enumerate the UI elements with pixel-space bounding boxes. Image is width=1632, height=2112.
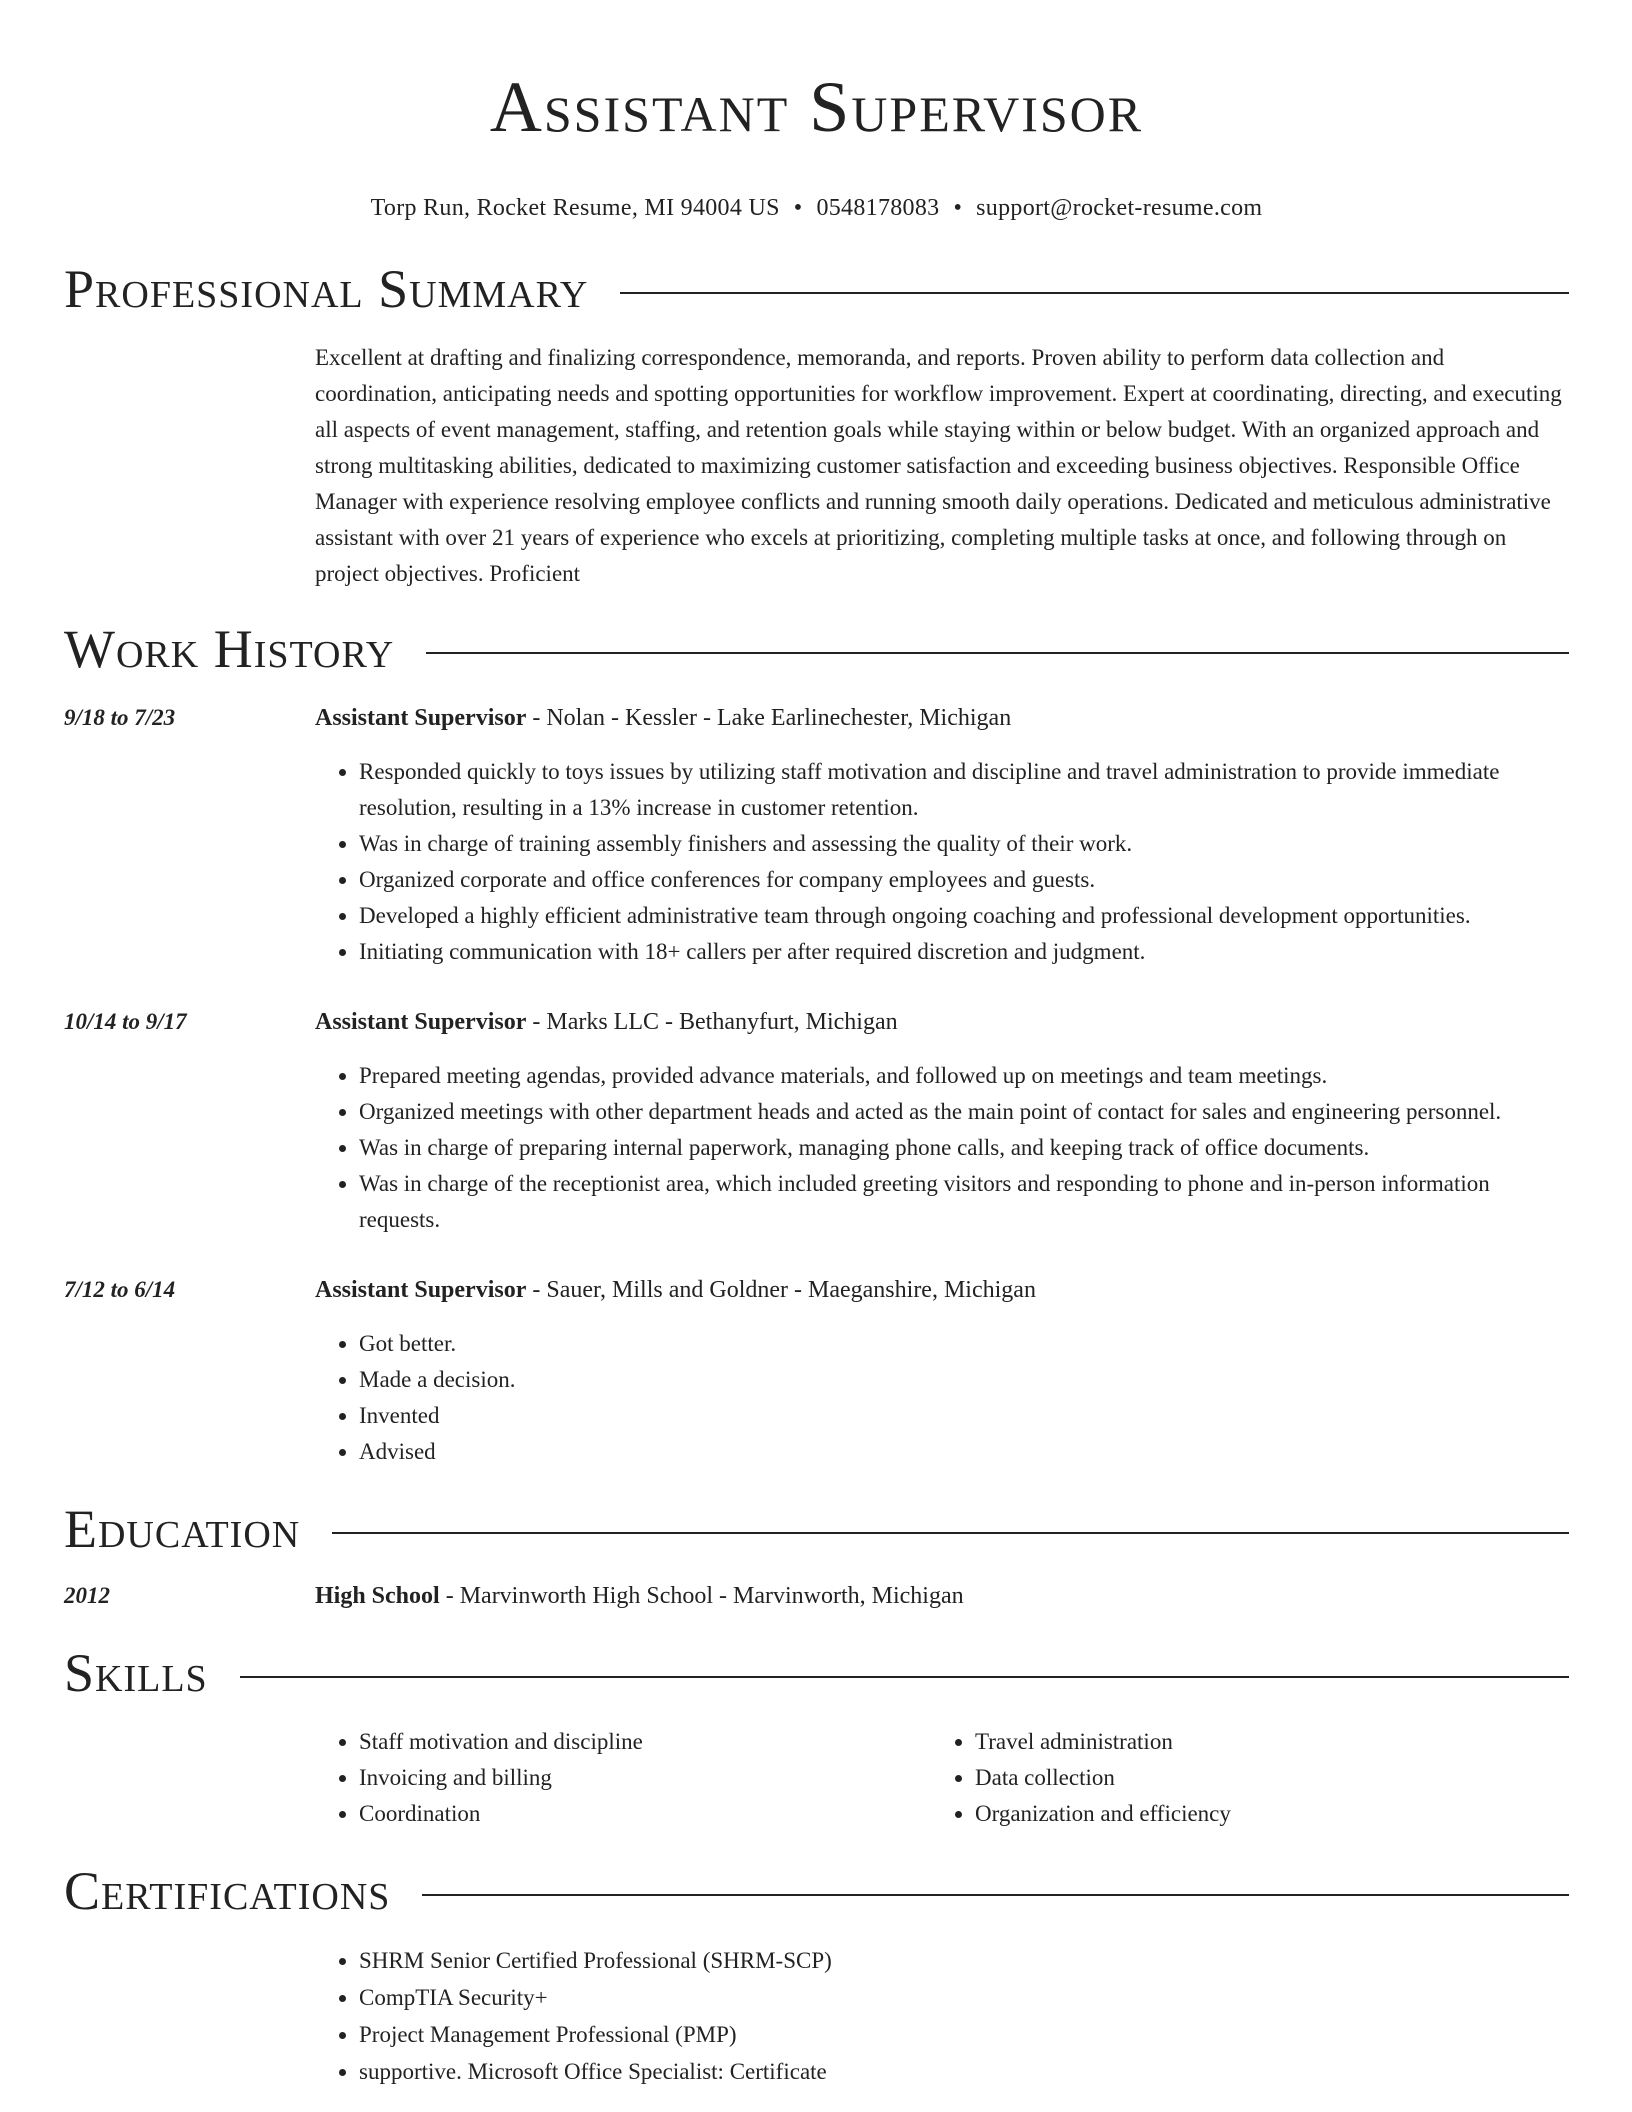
certification-item: • Project Management Professional (PMP) xyxy=(359,2016,1569,2053)
skills-list xyxy=(315,1724,1569,1832)
certifications-section-header xyxy=(64,1860,1569,1922)
job-title: Assistant Supervisor xyxy=(315,1009,527,1035)
certification-item: • CompTIA Security+ xyxy=(359,1979,1569,2016)
skill-item: • Staff motivation and discipline xyxy=(359,1724,931,1760)
section-divider xyxy=(332,1532,1569,1534)
work-section-header xyxy=(64,618,1569,680)
contact-line xyxy=(64,192,1569,224)
list-item: • Advised xyxy=(359,1434,1569,1470)
list-item: • Organized corporate and office conferences for company employees and guests. xyxy=(359,862,1569,898)
skills-column-left xyxy=(315,1724,931,1832)
job-entry xyxy=(64,1004,1569,1238)
job-entry xyxy=(64,700,1569,970)
list-item: • Was in charge of training assembly finishers and assessing the quality of their work. xyxy=(359,826,1569,862)
list-item: • Made a decision. xyxy=(359,1362,1569,1398)
list-item: • Responded quickly to toys issues by utilizing staff motivation and discipline and travel administration to provide immediate resolution, resulting in a 13% increase in customer retention. xyxy=(359,754,1569,826)
section-divider xyxy=(426,652,1569,654)
list-item: • Was in charge of the receptionist area, which included greeting visitors and responding to phone and in-person information requests. xyxy=(359,1166,1569,1238)
contact-phone: 0548178083 xyxy=(816,195,940,221)
list-item: • Got better. xyxy=(359,1326,1569,1362)
education-section-header xyxy=(64,1498,1569,1560)
skill-item: • Organization and efficiency xyxy=(975,1796,1547,1832)
list-item: • Invented xyxy=(359,1398,1569,1434)
contact-separator: • xyxy=(953,195,963,221)
job-title: Assistant Supervisor xyxy=(315,705,527,731)
certifications-list xyxy=(315,1942,1569,2090)
resume-name: Assistant Supervisor xyxy=(489,67,1144,147)
list-item: • Prepared meeting agendas, provided advance materials, and followed up on meetings and team meetings. xyxy=(359,1058,1569,1094)
summary-heading: Professional Summary xyxy=(64,259,589,319)
education-degree: High School xyxy=(315,1583,440,1609)
contact-separator: • xyxy=(793,195,803,221)
job-bullets xyxy=(315,754,1569,970)
job-dates: 9/18 to 7/23 xyxy=(64,705,176,730)
job-details: - Marks LLC - Bethanyfurt, Michigan xyxy=(526,1009,898,1035)
job-bullets xyxy=(315,1326,1569,1470)
education-details: - Marvinworth High School - Marvinworth, Michigan xyxy=(439,1583,964,1609)
skill-item: • Invoicing and billing xyxy=(359,1760,931,1796)
job-details: - Sauer, Mills and Goldner - Maeganshire, Michigan xyxy=(526,1277,1036,1303)
job-title-line xyxy=(315,1272,1569,1308)
summary-section-header xyxy=(64,258,1569,320)
certifications-heading: Certifications xyxy=(64,1861,391,1921)
list-item: • Initiating communication with 18+ callers per after required discretion and judgment. xyxy=(359,934,1569,970)
list-item: • Organized meetings with other department heads and acted as the main point of contact for sales and engineering personnel. xyxy=(359,1094,1569,1130)
section-divider xyxy=(620,292,1569,294)
certifications-bullets xyxy=(315,1942,1569,2090)
job-dates: 10/14 to 9/17 xyxy=(64,1009,187,1034)
work-heading: Work History xyxy=(64,619,395,679)
certification-item: • supportive. Microsoft Office Specialist: Certificate xyxy=(359,2053,1569,2090)
education-line xyxy=(315,1578,1569,1614)
list-item: • Developed a highly efficient administrative team through ongoing coaching and professional development opportunities. xyxy=(359,898,1569,934)
skills-section-header xyxy=(64,1642,1569,1704)
section-divider xyxy=(240,1676,1569,1678)
education-date: 2012 xyxy=(64,1583,110,1608)
skill-item: • Data collection xyxy=(975,1760,1547,1796)
list-item: • Was in charge of preparing internal paperwork, managing phone calls, and keeping track of office documents. xyxy=(359,1130,1569,1166)
contact-email: support@rocket-resume.com xyxy=(976,195,1263,221)
contact-address: Torp Run, Rocket Resume, MI 94004 US xyxy=(370,195,780,221)
job-entry xyxy=(64,1272,1569,1470)
education-heading: Education xyxy=(64,1499,301,1559)
skill-item: • Travel administration xyxy=(975,1724,1547,1760)
job-dates: 7/12 to 6/14 xyxy=(64,1277,176,1302)
section-divider xyxy=(422,1894,1569,1896)
job-title: Assistant Supervisor xyxy=(315,1277,527,1303)
job-title-line xyxy=(315,1004,1569,1040)
certification-item: • SHRM Senior Certified Professional (SHRM-SCP) xyxy=(359,1942,1569,1979)
education-entry xyxy=(64,1578,1569,1614)
job-title-line xyxy=(315,700,1569,736)
job-details: - Nolan - Kessler - Lake Earlinechester, Michigan xyxy=(526,705,1012,731)
skills-column-right xyxy=(931,1724,1547,1832)
skill-item: • Coordination xyxy=(359,1796,931,1832)
summary-text: Excellent at drafting and finalizing correspondence, memoranda, and reports. Proven ability to perform data collection and coordination, anticipating needs and spotting opportunities for workflow improvement. Expert at coordinating, directing, and executing all aspects of event management, staffing, and retention goals while staying within or below budget. With an organized approach and strong multitasking abilities, dedicated to maximizing customer satisfaction and exceeding business objectives. Responsible Office Manager with experience resolving employee conflicts and running smooth daily operations. Dedicated and meticulous administrative assistant with over 21 years of experience who excels at prioritizing, completing multiple tasks at once, and following through on project objectives. Proficient xyxy=(315,345,1562,586)
job-bullets xyxy=(315,1058,1569,1238)
skills-heading: Skills xyxy=(64,1643,208,1703)
